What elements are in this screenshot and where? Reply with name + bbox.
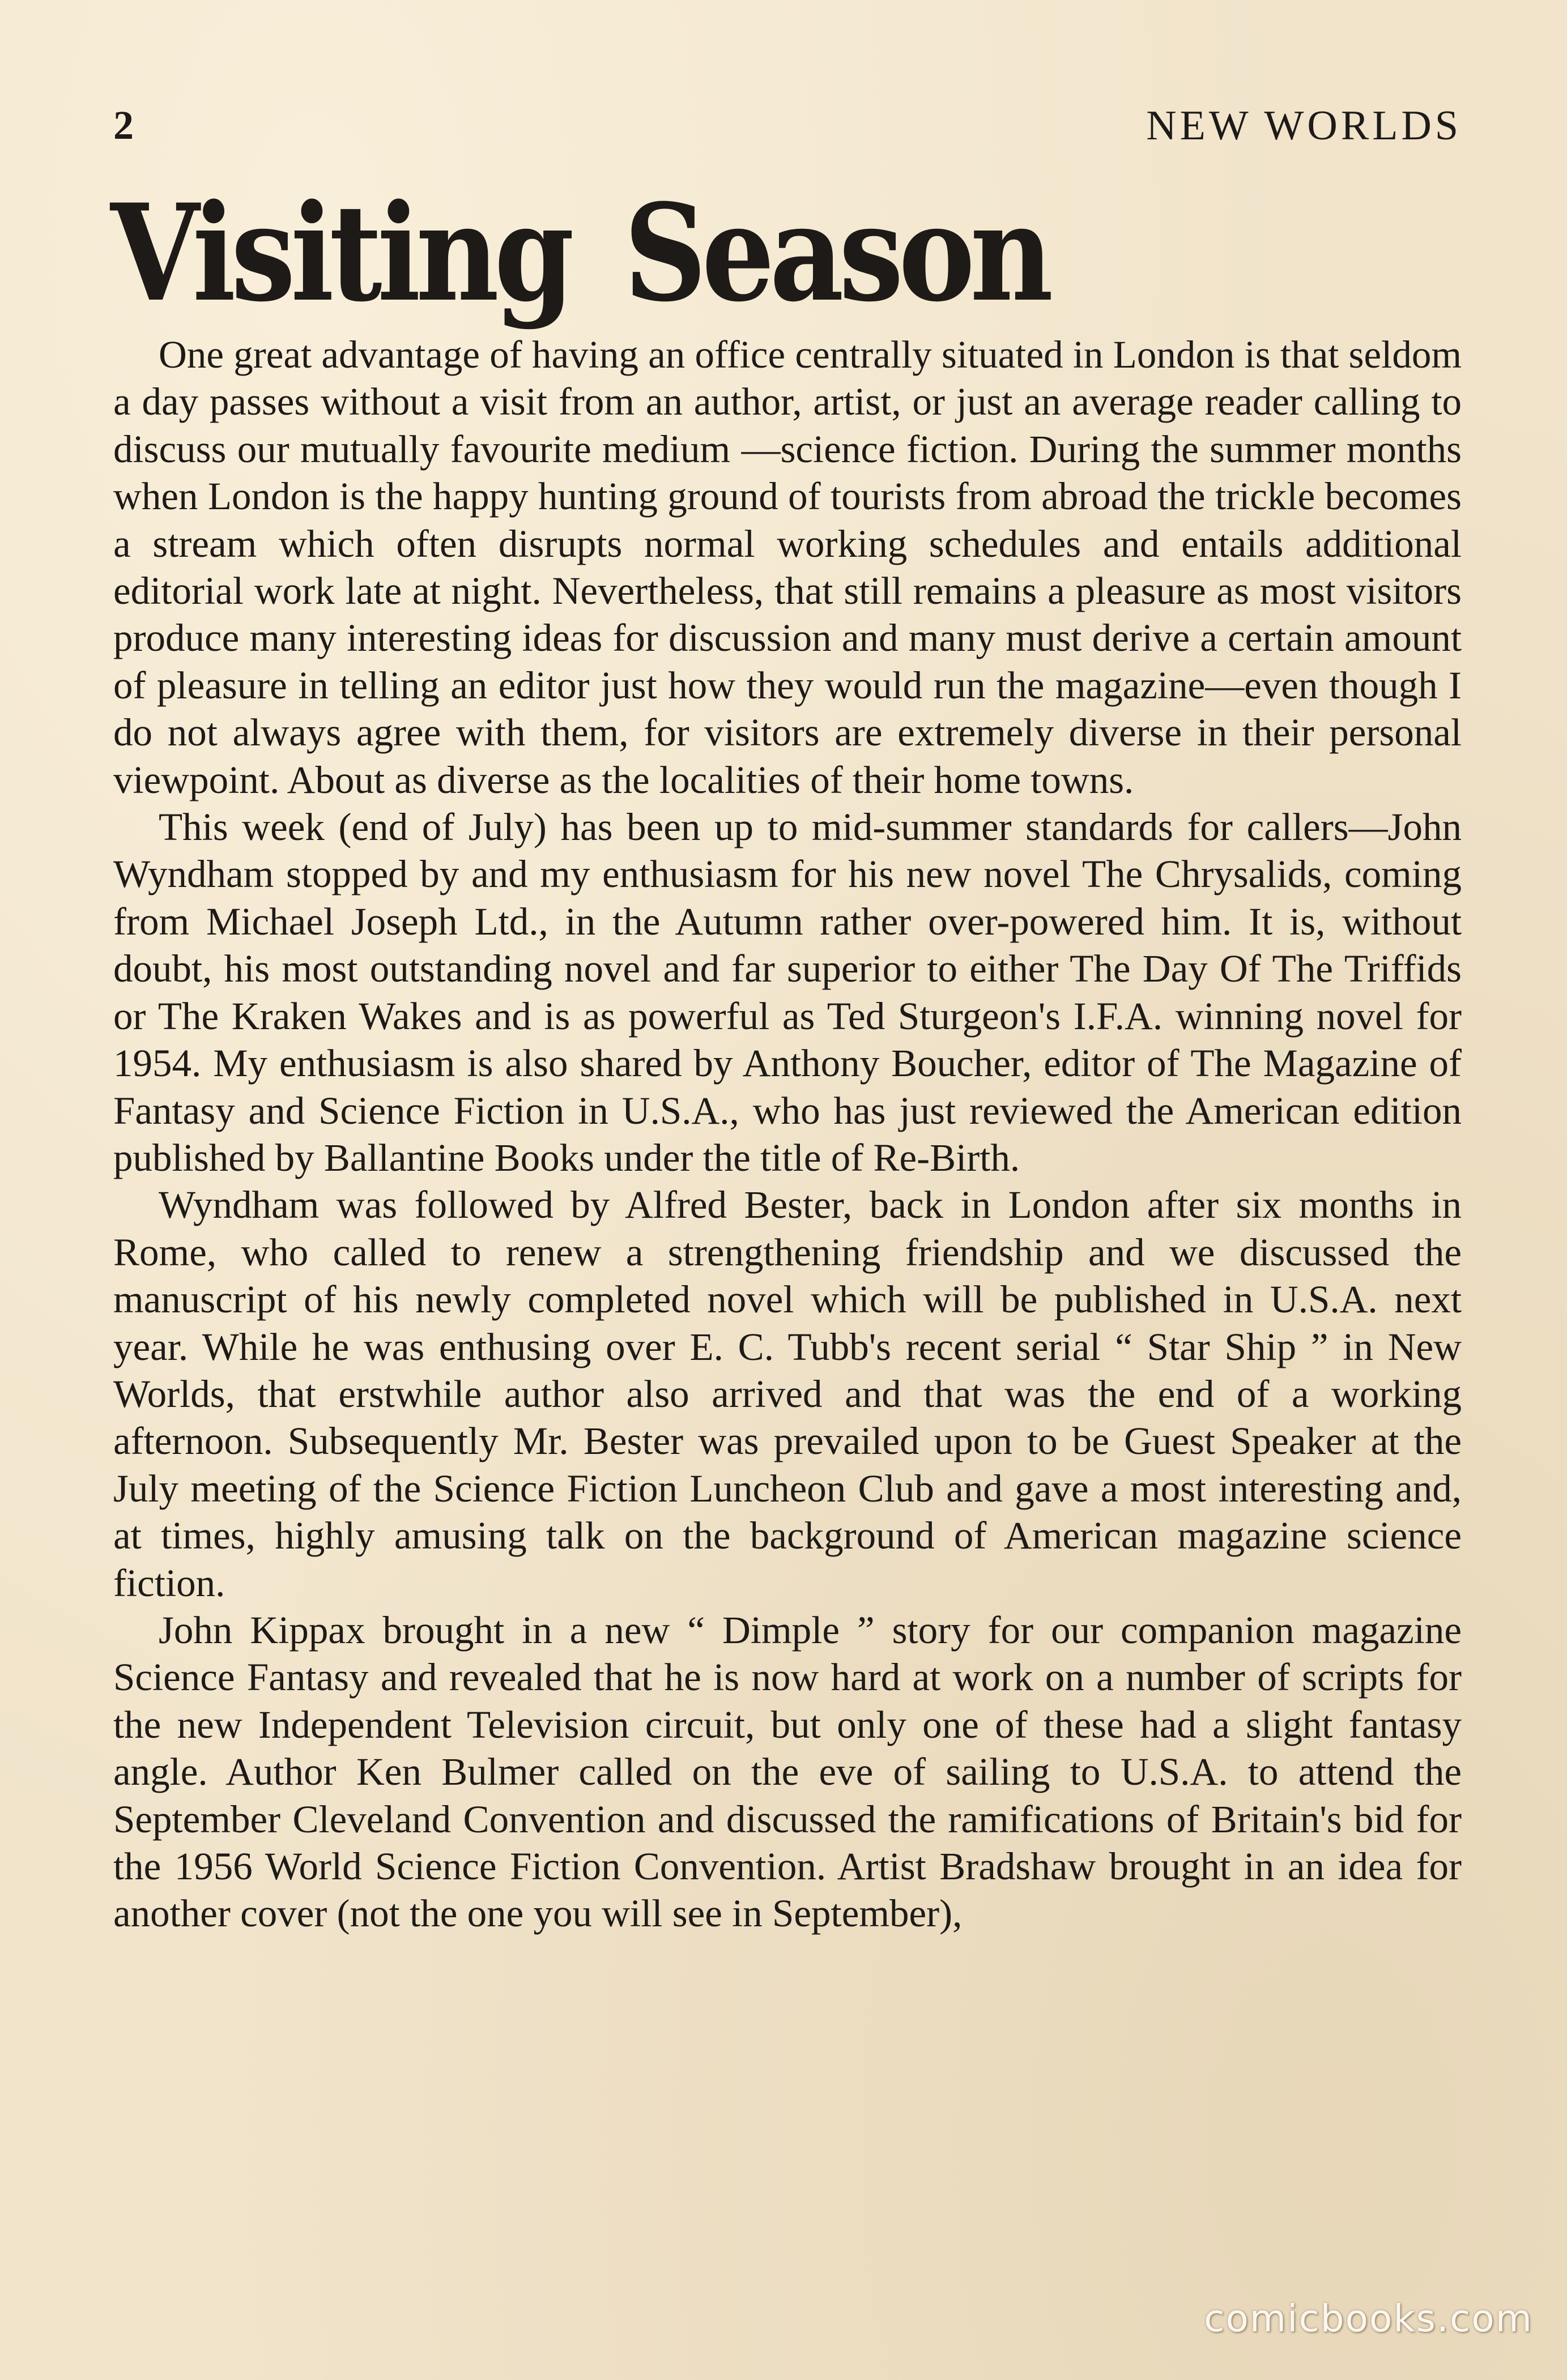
running-head: NEW WORLDS xyxy=(1146,103,1462,149)
paragraph-4: John Kippax brought in a new “ Dimple ” story for our companion magazine Science Fantasy and revealed that he is now hard at work on a number of scripts for the new Independent Television circuit, but only one of these had a slight fantasy angle. Author Ken Bulmer called on the eve of sailing to U.S.A. to attend the September Cleveland Convention and discussed the ramifications of Britain's bid for the 1956 World Science Fiction Convention. Artist Bradshaw brought in an idea for another cover (not the one you will see in September), xyxy=(113,1608,1462,1935)
paragraph-3: Wyndham was followed by Alfred Bester, back in London after six months in Rome, who called to renew a strengthening friendship and we discussed the manuscript of his newly completed novel which will be published in U.S.A. next year. While he was enthusing over E. C. Tubb's recent serial “ Star Ship ” in New Worlds, that erstwhile author also arrived and that was the end of a working afternoon. Subsequently Mr. Bester was prevailed upon to be Guest Speaker at the July meeting of the Science Fiction Luncheon Club and gave a most interesting and, at times, highly amusing talk on the background of American magazine science fiction. xyxy=(113,1183,1462,1605)
page-number: 2 xyxy=(113,103,134,148)
paragraph-1: One great advantage of having an office centrally situated in London is that seldom a day passes without a visit from an author, artist, or just an average reader calling to discuss our mutually favourite medium —science fiction. During the summer months when London is the happy hunting ground of tourists from abroad the trickle becomes a stream which often disrupts normal working schedules and entails additional editorial work late at night. Nevertheless, that still remains a pleasure as most visitors produce many interesting ideas for discussion and many must derive a certain amount of pleasure in telling an editor just how they would run the magazine—even though I do not always agree with them, for visitors are extremely diverse in their personal viewpoint. About as diverse as the localities of their home towns. xyxy=(113,333,1462,801)
page-header xyxy=(113,96,1462,159)
watermark: comicbooks.com xyxy=(1204,2297,1533,2340)
paragraph-2: This week (end of July) has been up to mid-summer standards for callers—John Wyndham stopped by and my enthusiasm for his new novel The Chrysalids, coming from Michael Joseph Ltd., in the Autumn rather over-powered him. It is, without doubt, his most outstanding novel and far superior to either The Day Of The Triffids or The Kraken Wakes and is as powerful as Ted Sturgeon's I.F.A. winning novel for 1954. My enthusiasm is also shared by Anthony Boucher, editor of The Magazine of Fantasy and Science Fiction in U.S.A., who has just reviewed the American edition published by Ballantine Books under the title of Re-Birth. xyxy=(113,805,1462,1179)
article-body xyxy=(113,331,1462,1938)
article-title: Visiting Season xyxy=(110,175,1049,331)
